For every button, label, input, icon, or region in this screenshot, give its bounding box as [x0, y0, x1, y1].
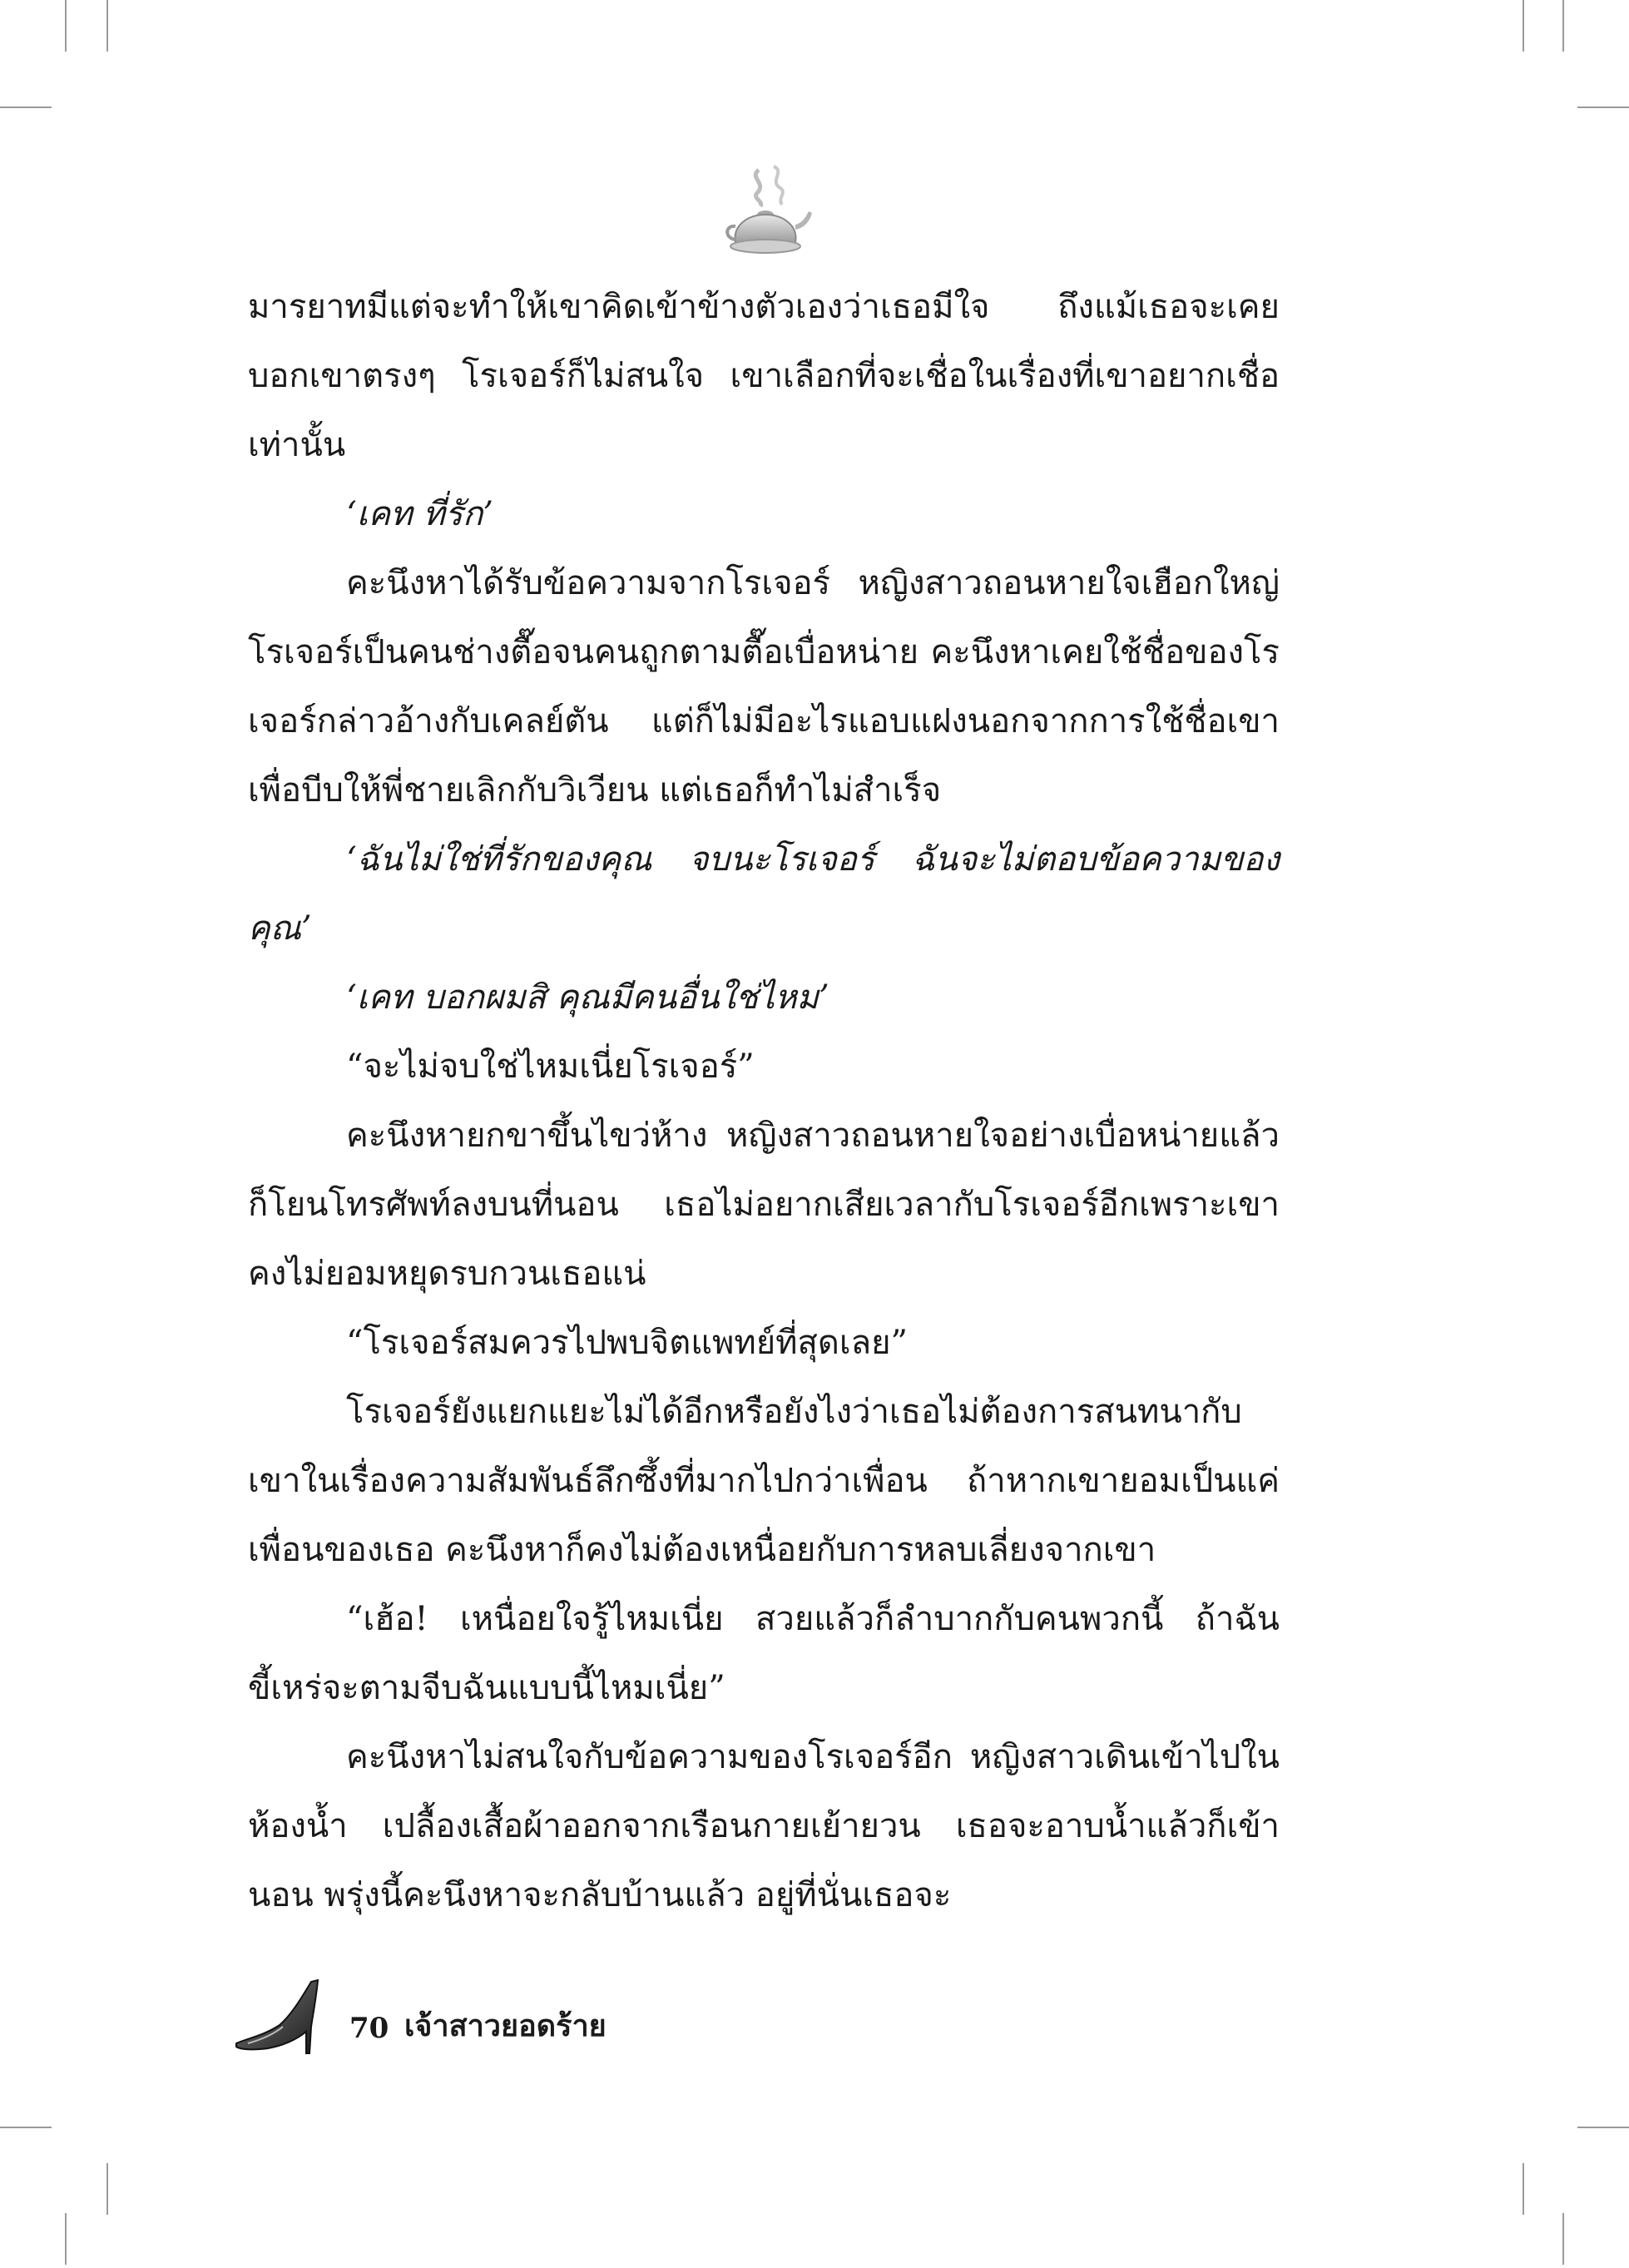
paragraph-italic: ‘เคท ที่รัก’ [346, 495, 494, 533]
paragraph: “จะไม่จบใช่ไหมเนี่ยโรเจอร์” [346, 1047, 755, 1086]
paragraph: “เฮ้อ! เหนื่อยใจรู้ไหมเนี่ย สวยแล้วก็ลำบากกับคนพวกนี้ ถ้าฉันขี้เหร่จะตามจีบฉันแบบนี้ไหมเนี่ย” [248, 1600, 1280, 1707]
crop-mark [65, 0, 67, 52]
crop-mark [0, 106, 52, 108]
paragraph: มารยาทมีแต่จะทำให้เขาคิดเข้าข้างตัวเองว่าเธอมีใจ ถึงแม้เธอจะเคยบอกเขาตรงๆ โรเจอร์ก็ไม่สนใจ เขาเลือกที่จะเชื่อในเรื่องที่เขาอยากเชื่อเท่านั้น [248, 288, 1280, 464]
paragraph-italic: ‘ฉันไม่ใช่ที่รักของคุณ จบนะโรเจอร์ ฉันจะไม่ตอบข้อความของคุณ’ [248, 840, 1280, 948]
crop-mark [1523, 0, 1524, 52]
paragraph: คะนึงหาได้รับข้อความจากโรเจอร์ หญิงสาวถอนหายใจเฮือกใหญ่ โรเจอร์เป็นคนช่างตื๊อจนคนถูกตามตื๊อเบื่อหน่าย คะนึงหาเคยใช้ชื่อของโรเจอร์กล่าวอ้างกับเคลย์ตัน แต่ก็ไม่มีอะไรแอบแฝงนอกจากการใช้ชื่อเขาเพื่อบีบให้พี่ชายเลิกกับวิเวียน แต่เธอก็ทำไม่สำเร็จ [248, 564, 1280, 810]
paragraph: “โรเจอร์สมควรไปพบจิตแพทย์ที่สุดเลย” [346, 1324, 908, 1362]
page-footer [231, 1973, 814, 2073]
crop-mark [106, 0, 108, 52]
crop-mark [1577, 2127, 1629, 2128]
paragraph-italic: ‘เคท บอกผมสิ คุณมีคนอื่นใช่ไหม’ [346, 978, 829, 1017]
teapot-ornament-icon [715, 163, 815, 261]
crop-mark [1523, 2163, 1524, 2215]
high-heel-shoe-icon [231, 1973, 331, 2057]
paragraph: คะนึงหาไม่สนใจกับข้อความของโรเจอร์อีก หญิงสาวเดินเข้าไปในห้องน้ำ เปลื้องเสื้อผ้าออกจากเรือนกายเย้ายวน เธอจะอาบน้ำแล้วก็เข้านอน พรุ่งนี้คะนึงหาจะกลับบ้านแล้ว อยู่ที่นั่นเธอจะ [248, 1738, 1280, 1914]
crop-mark [1577, 106, 1629, 108]
page-number: 70 [349, 2012, 389, 2045]
paragraph: โรเจอร์ยังแยกแยะไม่ได้อีกหรือยังไงว่าเธอไม่ต้องการสนทนากับเขาในเรื่องความสัมพันธ์ลึกซึ้งที่มากไปกว่าเพื่อน ถ้าหากเขายอมเป็นแค่เพื่อนของเธอ คะนึงหาก็คงไม่ต้องเหนื่อยกับการหลบเลี่ยงจากเขา [248, 1393, 1280, 1569]
crop-mark [0, 2127, 52, 2128]
paragraph: คะนึงหายกขาขึ้นไขว่ห้าง หญิงสาวถอนหายใจอย่างเบื่อหน่ายแล้วก็โยนโทรศัพท์ลงบนที่นอน เธอไม่อยากเสียเวลากับโรเจอร์อีกเพราะเขาคงไม่ยอมหยุดรบกวนเธอแน่ [248, 1117, 1280, 1293]
body-text [248, 273, 1280, 1945]
crop-mark [65, 2213, 67, 2265]
book-title: เจ้าสาวยอดร้าย [404, 2009, 607, 2043]
crop-mark [106, 2163, 108, 2215]
crop-mark [1562, 0, 1564, 52]
crop-mark [1562, 2213, 1564, 2265]
